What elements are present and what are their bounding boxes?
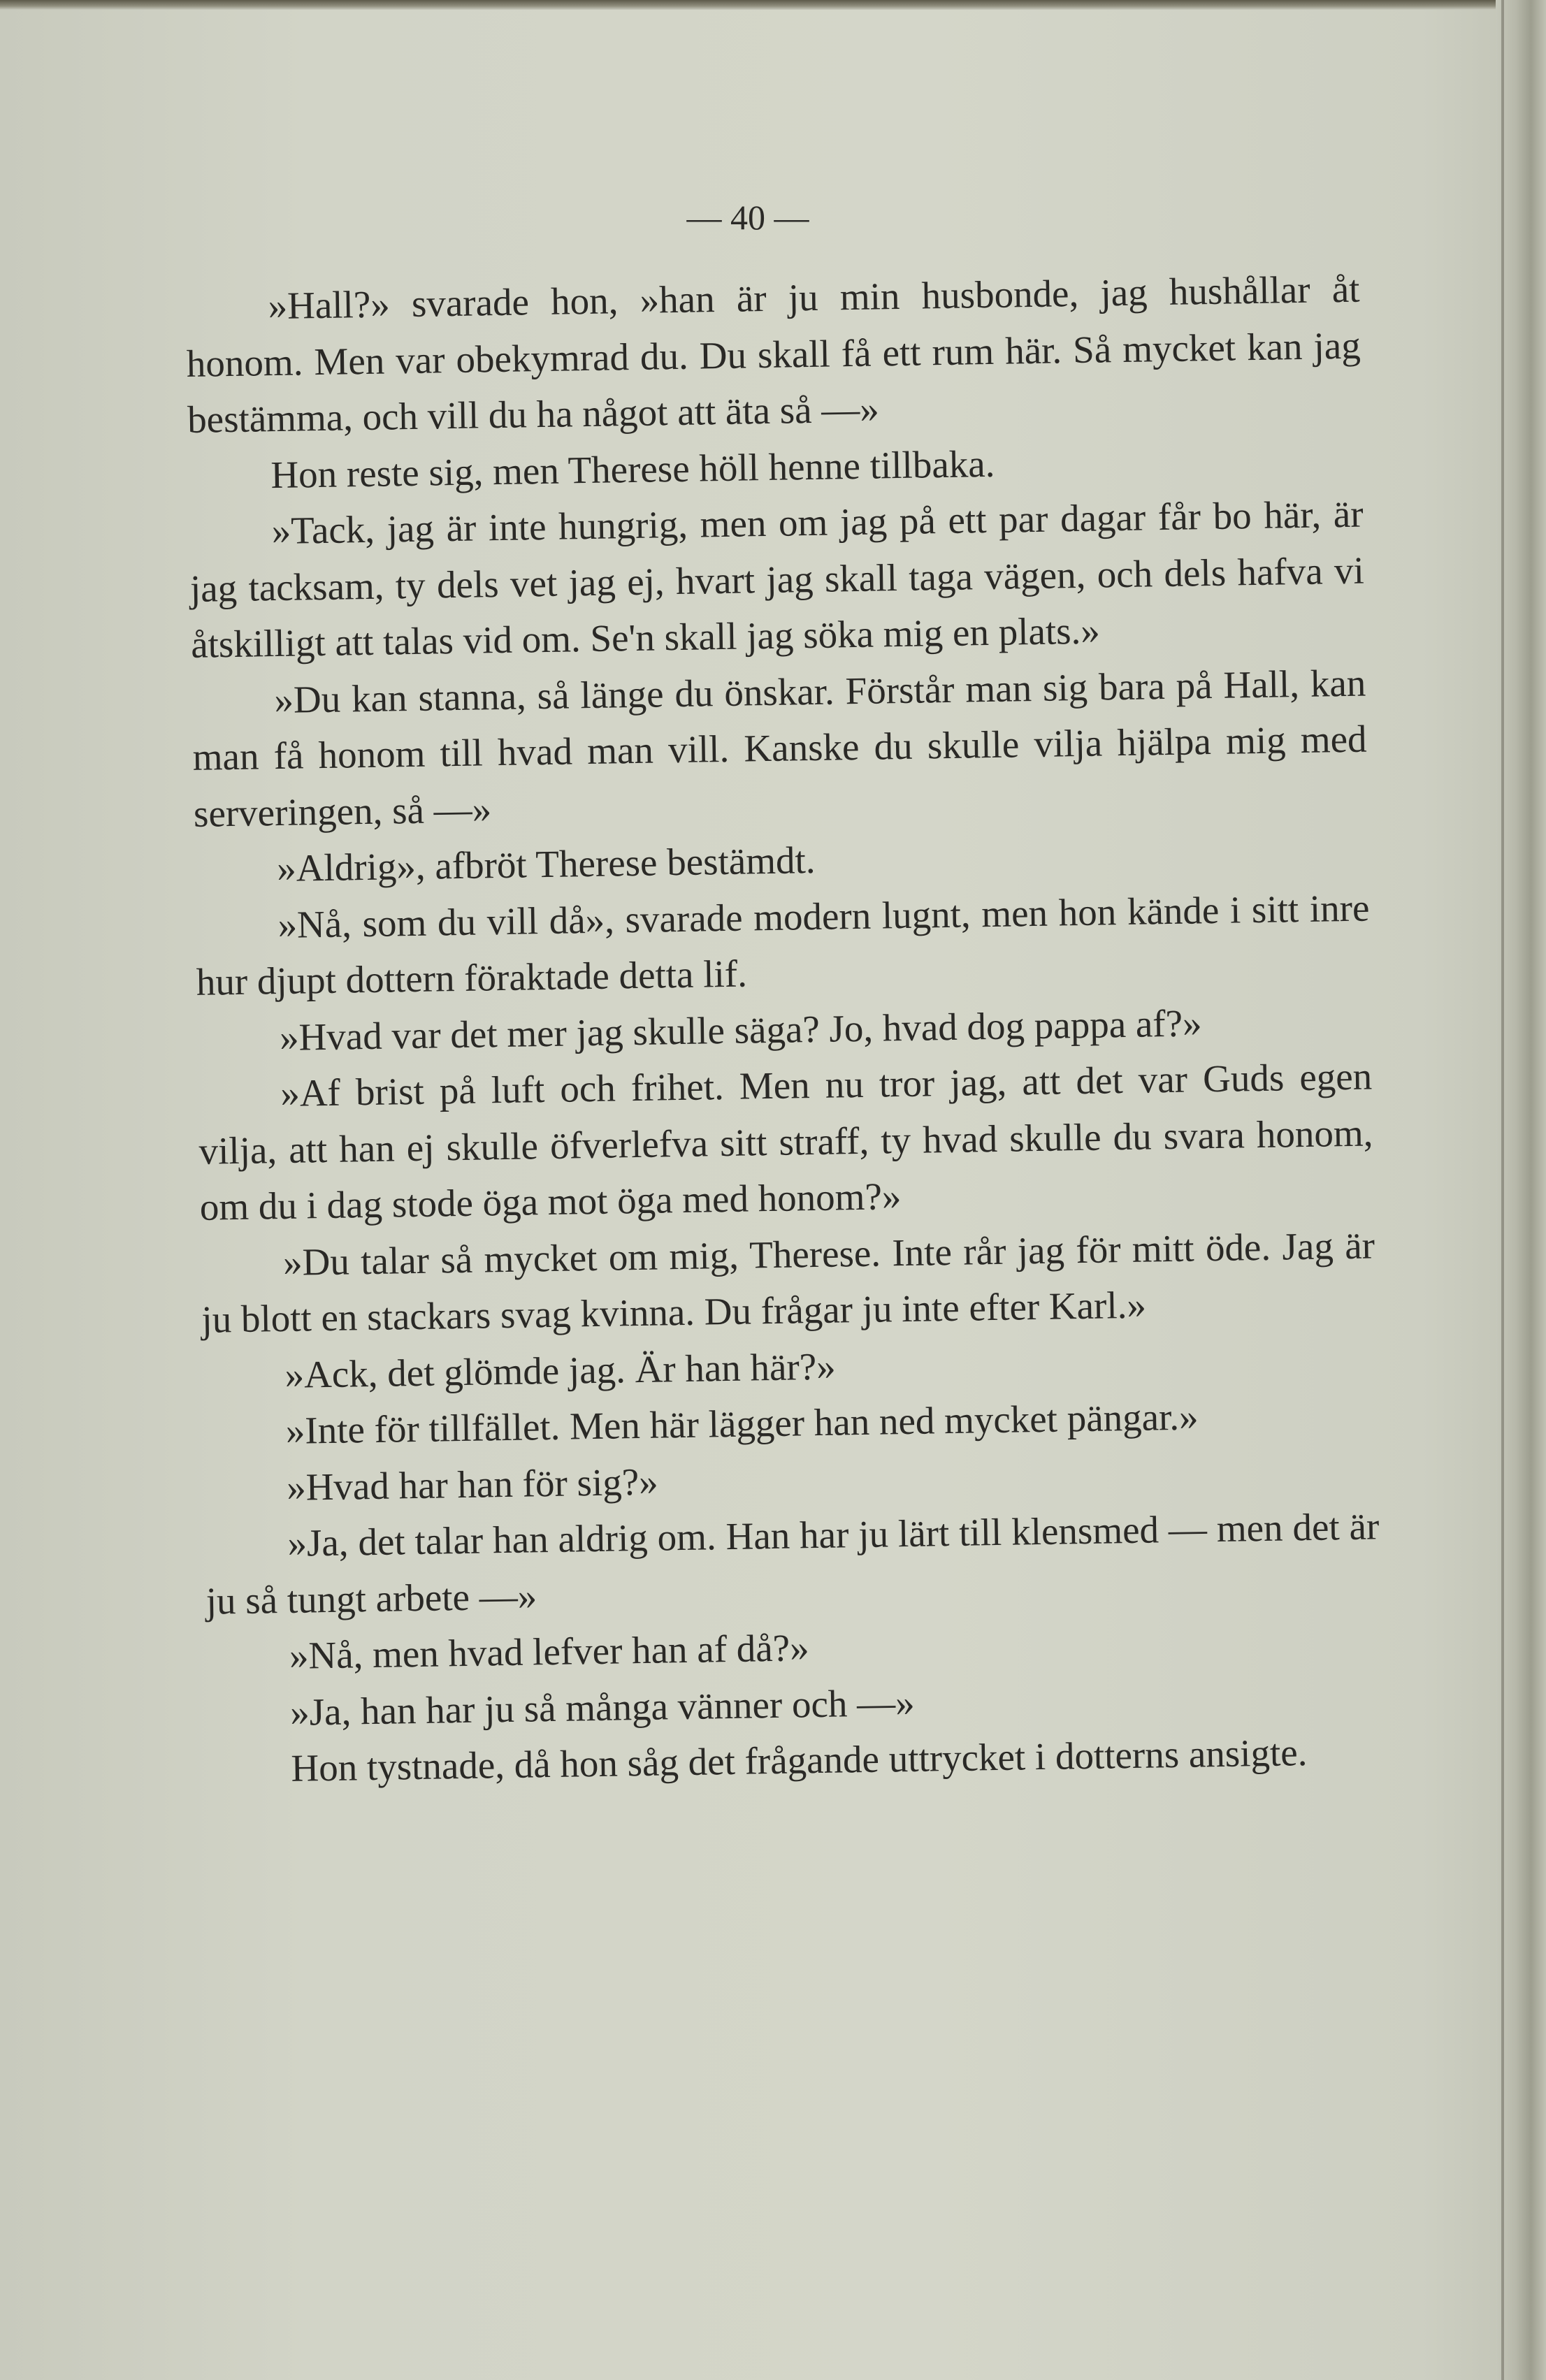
- paragraph: »Hvad var det mer jag skulle säga? Jo, hvad dog pappa af?»: [279, 1001, 1202, 1059]
- paragraph: »Hall?» svarade hon, »han är ju min husbonde, jag hushållar åt honom. Men var obekymrad du. Du skall få ett rum här. Så mycket kan jag bestämma, och vill du ha något att äta så —»: [186, 267, 1361, 441]
- paragraph: »Du kan stanna, så länge du önskar. Förstår man sig bara på Hall, kan man få honom till hvad man vill. Kanske du skulle vilja hjälpa mig med serveringen, så —»: [192, 661, 1368, 835]
- paragraph: Hon tystnade, då hon såg det frågande uttrycket i dotterns ansigte.: [291, 1731, 1308, 1790]
- paragraph: »Du talar så mycket om mig, Therese. Inte rår jag för mitt öde. Jag är ju blott en stackars svag kvinna. Du frågar ju inte efter Karl.»: [201, 1223, 1375, 1341]
- paragraph: »Inte för tillfället. Men här lägger han ned mycket pängar.»: [285, 1395, 1199, 1452]
- page-number: — 40 —: [686, 198, 809, 237]
- body-text: [185, 261, 1383, 1799]
- paragraph: »Ja, han har ju så många vänner och —»: [289, 1681, 916, 1734]
- paragraph: »Nå, som du vill då», svarade modern lugnt, men hon kände i sitt inre hur djupt dottern föraktade detta lif.: [196, 886, 1370, 1003]
- paragraph: »Tack, jag är inte hungrig, men om jag på ett par dagar får bo här, är jag tacksam, ty dels vet jag ej, hvart jag skall taga vägen, och dels hafva vi åtskilligt att talas vid om. Se'n skall jag söka mig en plats.»: [189, 492, 1365, 666]
- paragraph: Hon reste sig, men Therese höll henne tillbaka.: [270, 442, 995, 496]
- paragraph: »Aldrig», afbröt Therese bestämdt.: [276, 838, 816, 890]
- paragraph: »Nå, men hvad lefver han af då?»: [289, 1626, 810, 1677]
- page-top-edge: [0, 0, 1546, 10]
- paragraph: »Af brist på luft och frihet. Men nu tror jag, att det var Guds egen vilja, att han ej skulle öfverlefva sitt straff, ty hvad skulle du svara honom, om du i dag stode öga mot öga med honom?»: [198, 1054, 1373, 1228]
- paragraph: »Hvad har han för sig?»: [286, 1460, 659, 1509]
- paragraph: »Ack, det glömde jag. Är han här?»: [284, 1344, 837, 1396]
- page-binding-line: [1501, 0, 1504, 2380]
- paragraph: »Ja, det talar han aldrig om. Han har ju lärt till klensmed — men det är ju så tungt arbete —»: [205, 1504, 1380, 1623]
